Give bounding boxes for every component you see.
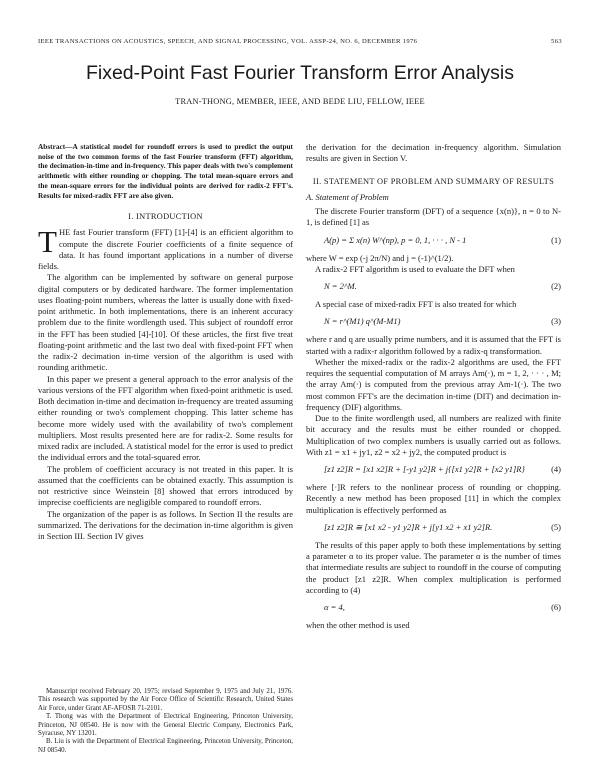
problem-paragraph-2: where W = exp (-j 2π/N) and j = (-1)^(1/2).	[306, 252, 454, 263]
intro-paragraph-1: THE fast Fourier transform (FFT) [1]-[4] is an efficient algorithm to compute the discrete Fourier coefficients of a finite sequence of data. It has found important applications in a number of diverse fields.	[38, 224, 293, 272]
problem-paragraph-3: A radix-2 FFT algorithm is used to evaluate the DFT when	[315, 263, 515, 274]
problem-paragraph-9: The results of this paper apply to both these implementations by setting a parameter α to its proper value. The parameter α is the number of times that intermediate results are subject to roundoff in the course of computing the product [z1 z2]R. When complex multiplication is performed according to (4)	[306, 539, 561, 595]
journal-name: IEEE TRANSACTIONS ON ACOUSTICS, SPEECH, AND SIGNAL PROCESSING, VOL. ASSP-24, NO. 6, DECEMBER 1976	[38, 38, 418, 45]
drop-cap: T	[38, 224, 57, 260]
section-heading-problem: II. STATEMENT OF PROBLEM AND SUMMARY OF RESULTS	[312, 176, 555, 186]
problem-paragraph-10: when the other method is used	[306, 620, 410, 630]
page-number: 563	[551, 38, 562, 45]
paper-title: Fixed-Point Fast Fourier Transform Error Analysis	[85, 62, 515, 84]
equation-2-expression: N = 2^M.	[324, 281, 357, 291]
problem-paragraph-5: where r and q are usually prime numbers, and it is assumed that the FFT is started with a radix-r algorithm followed by a radix-q transformation.	[306, 334, 561, 356]
subsection-heading: A. Statement of Problem	[306, 191, 389, 202]
right-paragraph-0: the derivation for the decimation in-frequency algorithm. Simulation results are given in Section V.	[306, 142, 561, 164]
paper-authors: TRAN-THONG, MEMBER, IEEE, AND BEDE LIU, FELLOW, IEEE	[175, 97, 425, 106]
intro-paragraph-2: The algorithm can be implemented by software on general purpose digital computers or by dedicated hardware. The former implementation uses floating-point numbers, whereas the latter is usually done with fixed-point arithmetic. In both implementations, there is an inherent accuracy problem due to the finite wordlength used. This subject of roundoff error in the FFT has been studied [4]-[10]. Of these articles, the first five treat floating-point arithmetic and the last two deal with fixed-point FFT when the radix-2 decimation in-time version of the algorithm is used with rounding arithmetic.	[38, 272, 293, 373]
footnote-manuscript: Manuscript received February 20, 1975; revised September 9, 1975 and July 21, 1976. This research was supported by the Air Force Office of Scientific Research, United States Air Force, under Grant AF-AFOSR 71-2101.	[38, 688, 293, 712]
intro-paragraph-4: The problem of coefficient accuracy is not treated in this paper. It is assumed that the coefficients can be obtained exactly. This assumption is not restrictive since Weinstein [8] showed that errors introduced by imprecise coefficients are negligible compared to roundoff errors.	[38, 463, 293, 508]
equation-4	[306, 458, 561, 482]
problem-paragraph-4: A special case of mixed-radix FFT is also treated for which	[315, 299, 517, 309]
equation-3-number: (3)	[551, 316, 561, 327]
equation-3-expression: N = r^(M1) q^(M-M1)	[324, 316, 401, 327]
equation-6-expression: α = 4,	[324, 602, 345, 612]
equation-6	[306, 596, 561, 620]
intro-paragraph-3: In this paper we present a general approach to the error analysis of the various versions of the FFT algorithm when fixed-point arithmetic is used. Both decimation in-time and decimation in-frequency are treated assuming either rounding or two's complement chopping. This latter scheme has become more widely used with the availability of two's complement multipliers. Most results presented here are for radix-2. Some results for mixed radix are included. A statistical model for the error is used to predict the individual errors and the total-squared error.	[38, 373, 293, 463]
footnotes	[38, 688, 293, 755]
equation-3	[306, 310, 561, 334]
running-header	[38, 38, 562, 50]
problem-paragraph-1: The discrete Fourier transform (DFT) of a sequence {x(n)}, n = 0 to N-1, is defined [1] as	[306, 206, 561, 228]
right-column	[306, 142, 561, 631]
equation-4-expression: [z1 z2]R = [x1 x2]R + [-y1 y2]R + j{[x1 y2]R + [x2 y1]R}	[324, 464, 525, 474]
problem-paragraph-8: where [·]R refers to the nonlinear process of rounding or chopping. Recently a new method has been proposed [11] in which the complex multiplication is effectively performed as	[306, 482, 561, 515]
equation-1-number: (1)	[551, 234, 561, 245]
equation-1	[306, 229, 561, 253]
equation-5-expression: [z1 z2]R ≅ [x1 x2 - y1 y2]R + j[y1 x2 + x1 y2]R.	[324, 521, 493, 532]
abstract: Abstract—A statistical model for roundoff errors is used to predict the output noise of the two common forms of the fast Fourier transform (FFT) algorithm, the decimation-in-time and in-frequency. This paper deals with two's complement arithmetic with either rounding or chopping. The total mean-square errors and the mean-square errors for the individual points are derived for radix-2 FFT's. Results for mixed-radix FFT are also given.	[38, 142, 293, 200]
equation-5	[306, 516, 561, 540]
equation-1-expression: A(p) = Σ x(n) W^(np), p = 0, 1, · · · , N - 1	[324, 234, 467, 245]
section-heading-introduction: I. INTRODUCTION	[128, 212, 203, 222]
problem-paragraph-7: Due to the finite wordlength used, all numbers are realized with finite bit accuracy and the results must be either rounded or chopped. Multiplication of two complex numbers is usually carried out as follows. With z1 = x1 + jy1, z2 = x2 + jy2, the computed product is	[306, 413, 561, 457]
equation-4-number: (4)	[551, 464, 561, 474]
footnote-author-2: B. Liu is with the Department of Electrical Engineering, Princeton University, Princeton, NJ 08540.	[38, 738, 293, 754]
equation-2-number: (2)	[551, 281, 561, 291]
problem-paragraph-6: Whether the mixed-radix or the radix-2 algorithms are used, the FFT requires the sequential computation of M arrays Am(·), m = 1, 2, · · · , M; the array Am(·) is computed from the previous array Am-1(·). The two most common FFT's are the decimation in-time (DIT) and decimation in-frequency (DIF) algorithms.	[306, 356, 561, 412]
equation-6-number: (6)	[551, 602, 561, 612]
equation-2	[306, 275, 561, 299]
intro-paragraph-5: The organization of the paper is as follows. In Section II the results are summarized. The derivations for the decimation in-time algorithm is given in Section III. Section IV gives	[38, 508, 293, 542]
footnote-author-1: T. Thong was with the Department of Electrical Engineering, Princeton University, Princeton, NJ 08540. He is now with the General Electric Company, Electronics Park, Syracuse, NY 13201.	[38, 713, 293, 738]
left-column	[38, 142, 293, 542]
equation-5-number: (5)	[551, 521, 561, 532]
